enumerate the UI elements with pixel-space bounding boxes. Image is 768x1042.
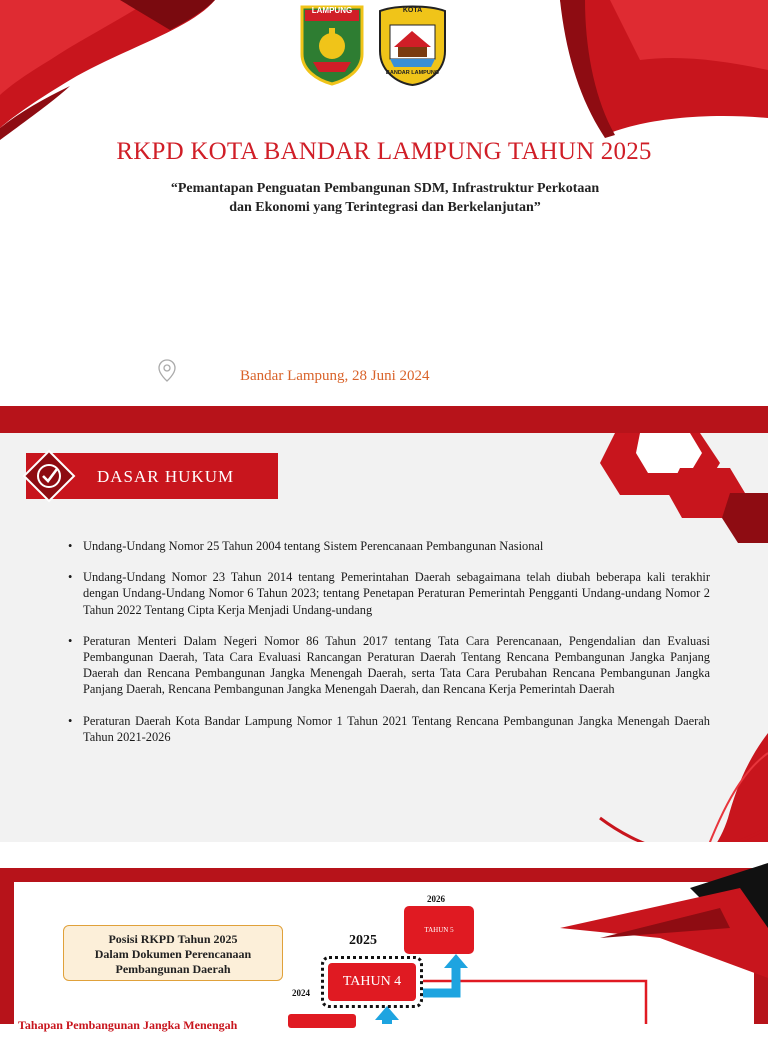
- lampung-logo-text: LAMPUNG: [311, 6, 353, 15]
- cover-subtitle-line1: “Pemantapan Penguatan Pembangunan SDM, Infrastruktur Perkotaan: [170, 181, 600, 196]
- slide-gap: [0, 842, 768, 868]
- year-2025-label: 2025: [349, 933, 377, 948]
- year-2024-label: 2024: [292, 988, 310, 998]
- city-logo-top-text: KOTA: [402, 7, 423, 14]
- posisi-box-line3: Pembangunan Daerah: [115, 962, 231, 976]
- slide-separator-band: [0, 406, 768, 433]
- list-item: • Peraturan Menteri Dalam Negeri Nomor 86 Tahun 2017 tentang Tata Cara Perencanaan, Pengendalian dan Evaluasi Pembangunan Daerah, Tata Cara Evaluasi Rancangan Peraturan Daerah Tentang Rencana Pembangunan Jangka Panjang Daerah dan Rencana Pembangunan Jangka Menengah Daerah, serta Tata Cara Perubahan Rencana Pembangunan Jangka Panjang Daerah, Rencana Pembangunan Jangka Menengah Daerah, dan Rencana Kerja Pemerintah Daerah: [68, 633, 710, 697]
- year-2026-label: 2026: [427, 894, 445, 904]
- cover-slide: [0, 0, 768, 406]
- posisi-rkpd-slide: [0, 868, 768, 1032]
- tahapan-label: Tahapan Pembangunan Jangka Menengah: [18, 1018, 238, 1032]
- cover-date: Bandar Lampung, 28 Juni 2024: [240, 368, 430, 384]
- tahun4-box: TAHUN 4: [328, 963, 416, 1001]
- tahun5-box: TAHUN 5: [404, 906, 474, 954]
- list-item: • Undang-Undang Nomor 23 Tahun 2014 tentang Pemerintahan Daerah sebagaimana telah diubah beberapa kali terakhir dengan Undang-Undang Nomor 6 Tahun 2023; tentang Penetapan Peraturan Pemerintah Pengganti Undang-undang Nomor 2 Tahun 2022 Tentang Cipta Kerja Menjadi Undang-undang: [68, 570, 710, 617]
- dasar-hukum-heading: DASAR HUKUM: [97, 467, 235, 486]
- lampung-province-logo: [299, 4, 365, 86]
- city-logo-bottom-text: BANDAR LAMPUNG: [385, 70, 440, 76]
- posisi-box-line1: Posisi RKPD Tahun 2025: [108, 932, 238, 946]
- list-item: • Undang-Undang Nomor 25 Tahun 2004 tentang Sistem Perencanaan Pembangunan Nasional: [68, 539, 544, 553]
- location-pin-icon: [156, 358, 178, 384]
- posisi-rkpd-box: [63, 925, 283, 981]
- posisi-box-line2: Dalam Dokumen Perencanaan: [94, 947, 252, 961]
- cover-title: RKPD KOTA BANDAR LAMPUNG TAHUN 2025: [116, 138, 652, 165]
- list-item: • Peraturan Daerah Kota Bandar Lampung Nomor 1 Tahun 2021 Tentang Rencana Pembangunan Jangka Menengah Daerah Tahun 2021-2026: [68, 713, 710, 744]
- legal-basis-list: [66, 538, 710, 760]
- cover-subtitle-line2: dan Ekonomi yang Terintegrasi dan Berkelanjutan”: [229, 200, 541, 215]
- dasar-hukum-slide: [0, 433, 768, 868]
- check-mark-icon: [22, 449, 76, 503]
